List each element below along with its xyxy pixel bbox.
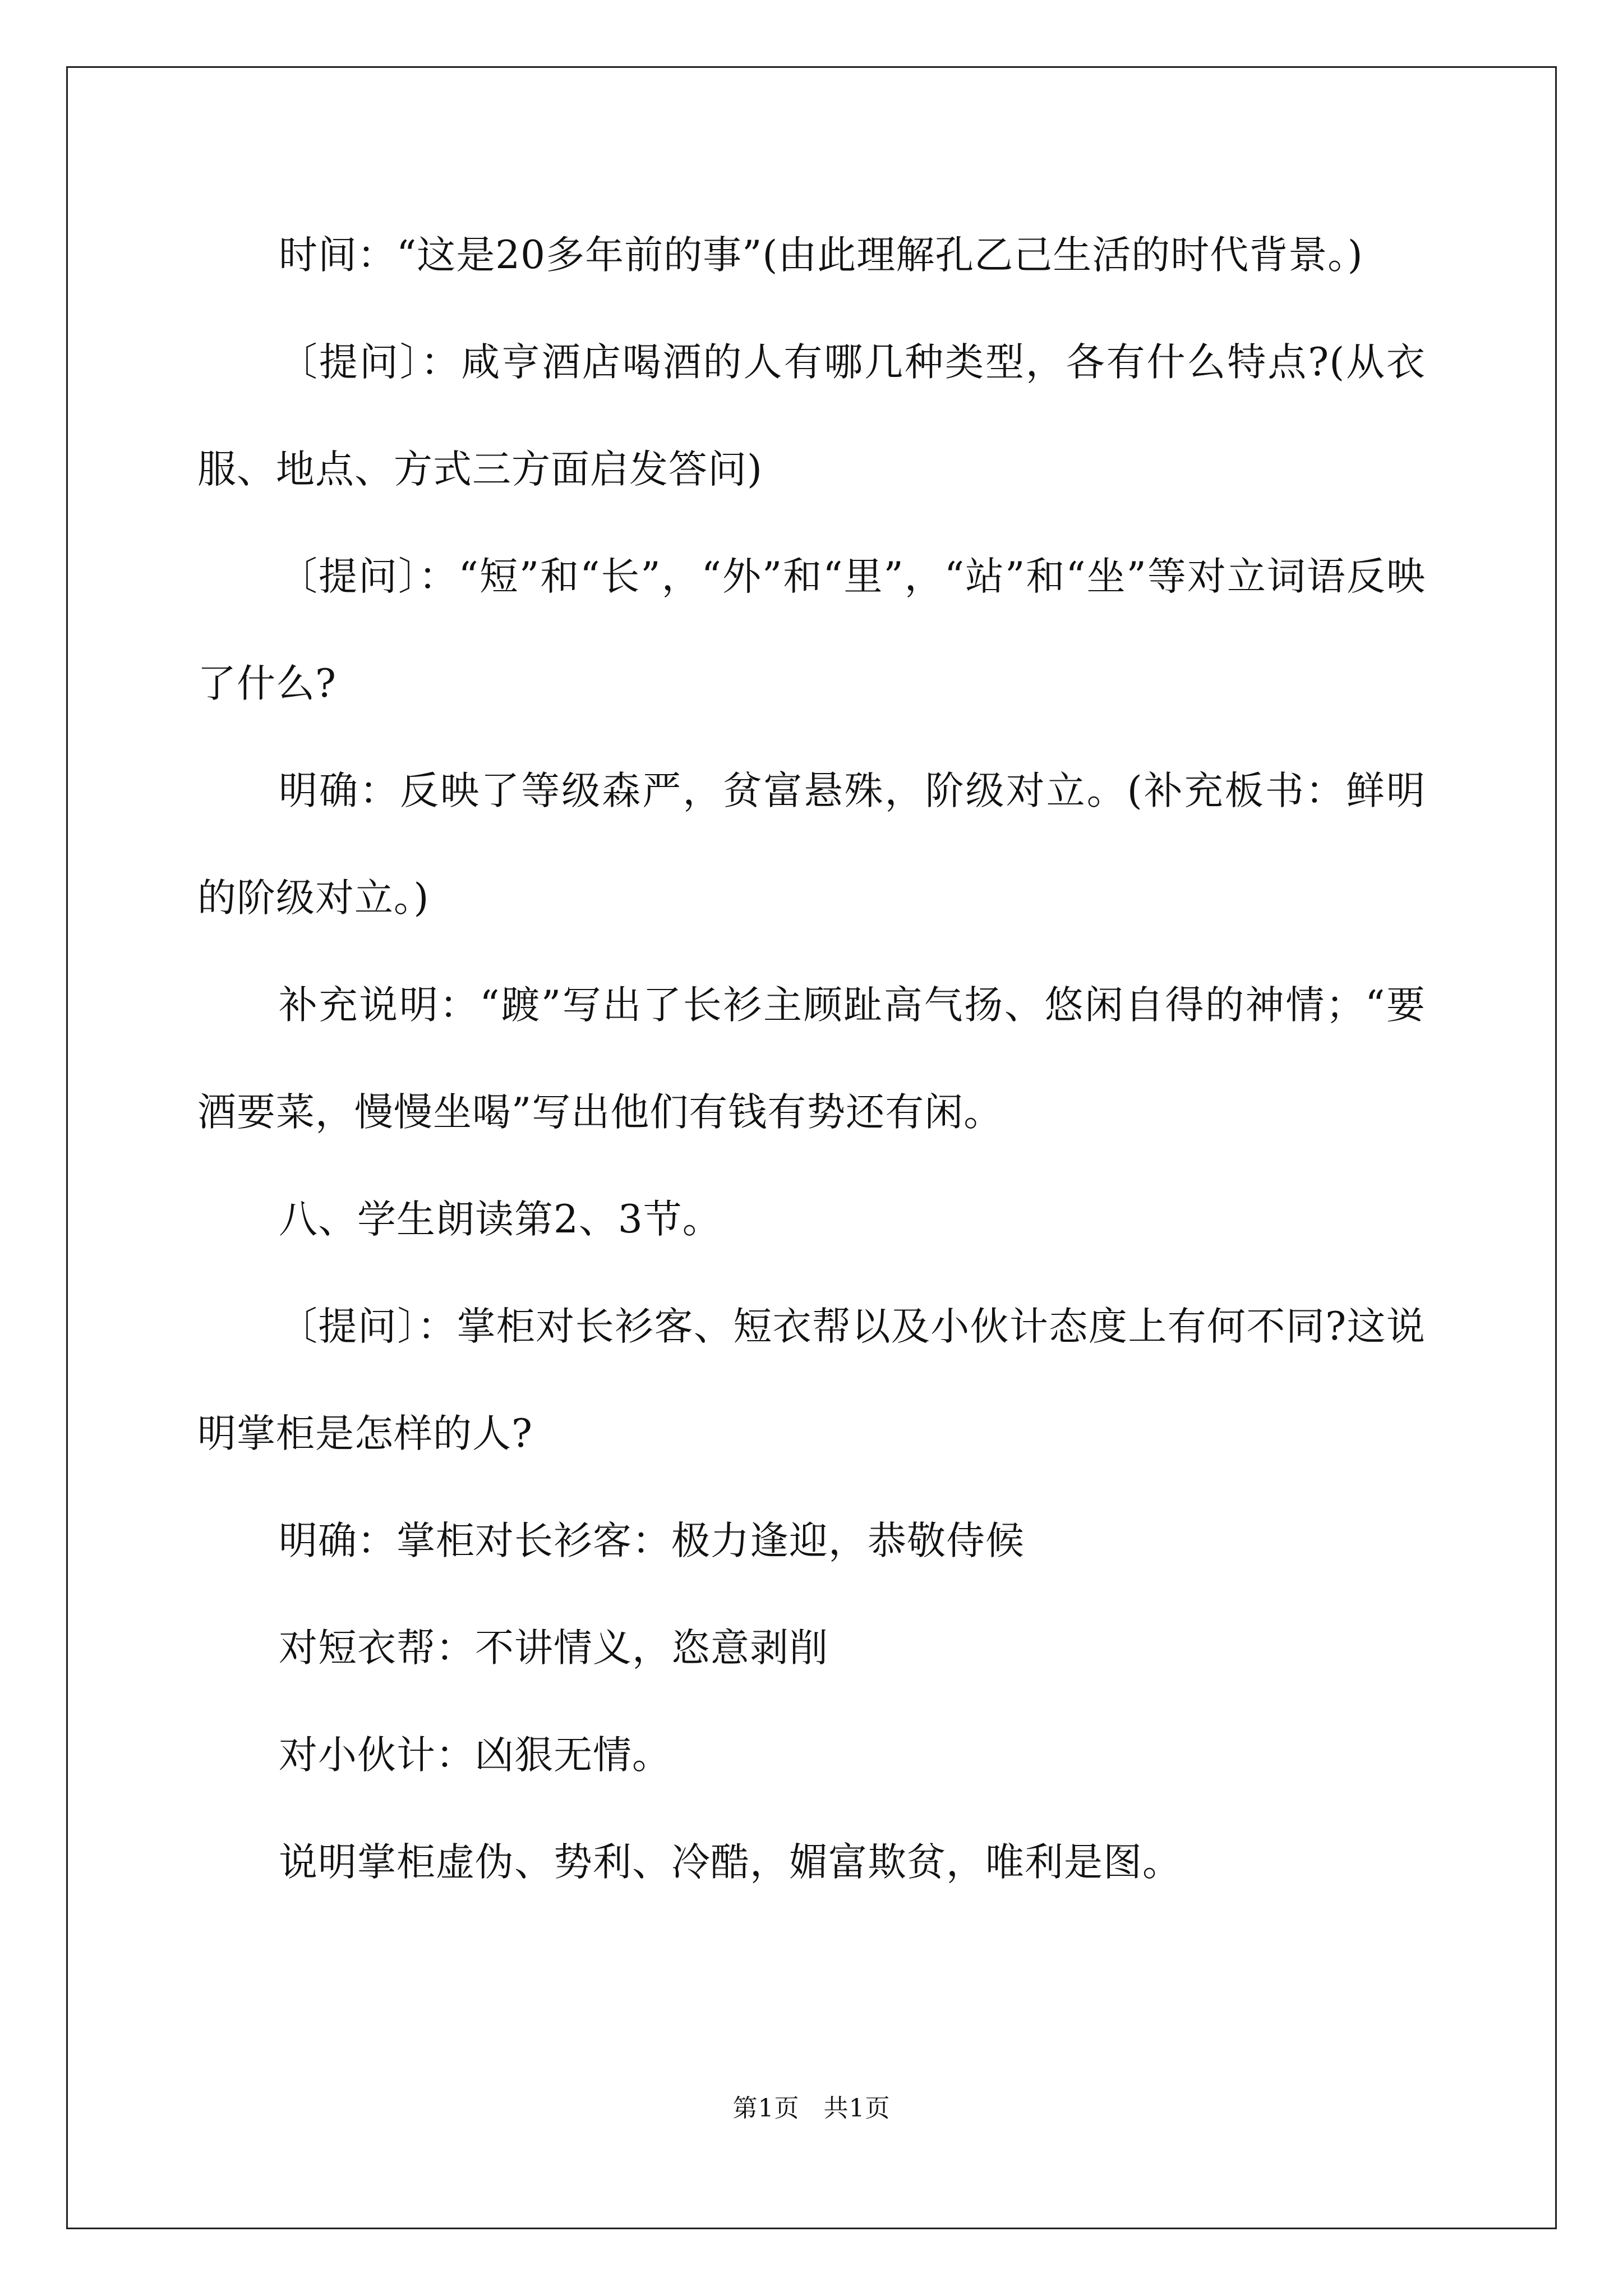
document-body bbox=[197, 202, 1426, 1916]
paragraph-answer-long-gown: 明确：掌柜对长衫客：极力逢迎，恭敬侍候 bbox=[279, 1519, 1025, 1563]
paragraph-answer-short-coat: 对短衣帮：不讲情义，恣意剥削 bbox=[279, 1626, 828, 1671]
page-number: 第1页 bbox=[732, 2094, 800, 2123]
paragraph-question-contrast-words: 〔提问〕：“短”和“长”，“外”和“里”，“站”和“坐”等对立词语反映了什么? bbox=[197, 554, 1426, 706]
paragraph-supplement: 补充说明：“踱”写出了长衫主顾趾高气扬、悠闲自得的神情；“要酒要菜，慢慢坐喝”写出他们有钱有势还有闲。 bbox=[197, 983, 1426, 1135]
page-footer bbox=[0, 2088, 1623, 2124]
paragraph-answer-apprentice: 对小伙计：凶狠无情。 bbox=[279, 1733, 671, 1778]
paragraph-question-shopkeeper: 〔提问〕：掌柜对长衫客、短衣帮以及小伙计态度上有何不同?这说明掌柜是怎样的人? bbox=[197, 1304, 1426, 1456]
paragraph-question-drinkers: 〔提问〕：咸亨酒店喝酒的人有哪几种类型，各有什么特点?(从衣服、地点、方式三方面启发答问) bbox=[197, 340, 1426, 492]
page-total: 共1页 bbox=[823, 2094, 891, 2123]
paragraph-answer-class-division: 明确：反映了等级森严，贫富悬殊，阶级对立。(补充板书：鲜明的阶级对立。) bbox=[197, 769, 1426, 921]
paragraph-section-eight: 八、学生朗读第2、3节。 bbox=[279, 1197, 722, 1242]
paragraph-conclusion: 说明掌柜虚伪、势利、冷酷，媚富欺贫，唯利是图。 bbox=[279, 1840, 1182, 1885]
paragraph-time: 时间：“这是20多年前的事”(由此理解孔乙己生活的时代背景。) bbox=[279, 233, 1363, 278]
